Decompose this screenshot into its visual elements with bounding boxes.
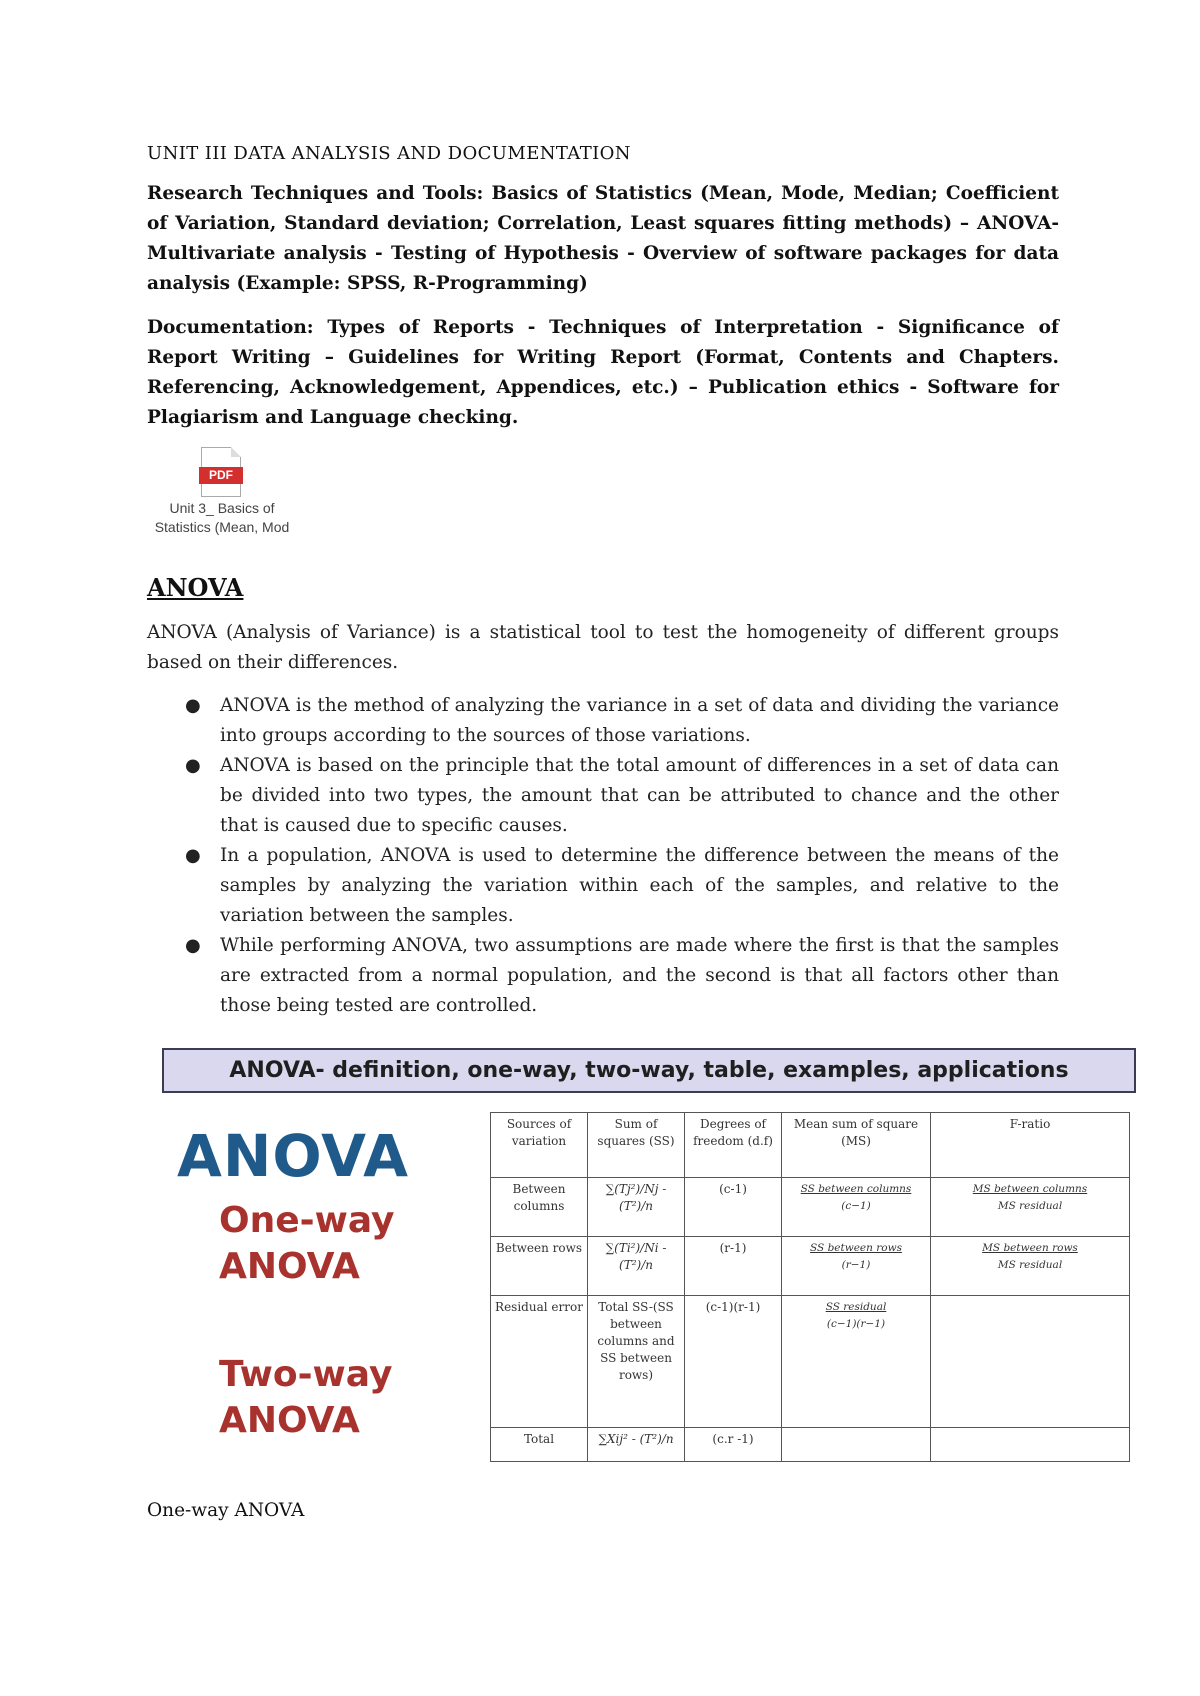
table-cell: SS between columns (c−1) [782, 1178, 931, 1237]
table-cell [782, 1427, 931, 1461]
table-cell: ∑(Ti²)/Ni - (T²)/n [588, 1236, 685, 1295]
pdf-attachment[interactable] [147, 447, 307, 537]
attachment-label [137, 499, 307, 537]
anova-table [490, 1112, 1130, 1462]
bullet-icon: ● [185, 845, 201, 866]
attachment-label-line2: Statistics (Mean, Mod [154, 519, 290, 535]
list-item: ● ANOVA is based on the principle that the total amount of differences in a set of data can be divided into two types, the amount that can be attributed to chance and the other that is caused due to specific causes. [147, 751, 1059, 841]
figure-two-way-label: Two-way ANOVA [219, 1354, 393, 1441]
table-row [491, 1178, 1130, 1237]
table-cell: Between rows [491, 1236, 588, 1295]
table-header: Mean sum of square (MS) [782, 1113, 931, 1178]
pdf-badge: PDF [199, 467, 243, 484]
table-cell [931, 1295, 1130, 1427]
unit-title: UNIT III DATA ANALYSIS AND DOCUMENTATION [147, 143, 631, 164]
one-way-anova-heading: One-way ANOVA [147, 1500, 305, 1521]
table-header: Sum of squares (SS) [588, 1113, 685, 1178]
attachment-label-line1: Unit 3_ Basics of [169, 500, 275, 516]
anova-figure [147, 1040, 1149, 1480]
table-cell: MS between columns MS residual [931, 1178, 1130, 1237]
table-row [491, 1236, 1130, 1295]
table-row [491, 1295, 1130, 1427]
table-cell: Between columns [491, 1178, 588, 1237]
figure-one-way-label: One-way ANOVA [219, 1200, 395, 1287]
list-item: ● ANOVA is the method of analyzing the variance in a set of data and dividing the variance into groups according to the sources of those variations. [147, 691, 1059, 751]
table-cell: SS residual (c−1)(r−1) [782, 1295, 931, 1427]
table-cell: Residual error [491, 1295, 588, 1427]
documentation-paragraph: Documentation: Types of Reports - Techniques of Interpretation - Significance of Report Writing – Guidelines for Writing Report (Format, Contents and Chapters. Referencing, Acknowledgement, Appendices, etc.) – Publication ethics - Software for Plagiarism and Language checking. [147, 317, 1059, 428]
table-header-row [491, 1113, 1130, 1178]
table-cell: Total [491, 1427, 588, 1461]
table-cell: ∑(Tj²)/Nj - (T²)/n [588, 1178, 685, 1237]
bullet-icon: ● [185, 935, 201, 956]
list-item: ● In a population, ANOVA is used to determine the difference between the means of the samples by analyzing the variation within each of the samples, and relative to the variation between the samples. [147, 841, 1059, 931]
anova-heading: ANOVA [147, 573, 244, 602]
table-cell: (c-1) [685, 1178, 782, 1237]
table-cell: (c-1)(r-1) [685, 1295, 782, 1427]
table-header: Sources of variation [491, 1113, 588, 1178]
text-content [147, 143, 1059, 1021]
table-header: F-ratio [931, 1113, 1130, 1178]
table-cell: ∑Xij² - (T²)/n [588, 1427, 685, 1461]
table-cell [931, 1427, 1130, 1461]
bullet-icon: ● [185, 695, 201, 716]
table-cell: SS between rows (r−1) [782, 1236, 931, 1295]
anova-intro: ANOVA (Analysis of Variance) is a statistical tool to test the homogeneity of different groups based on their differences. [147, 622, 1059, 673]
table-cell: MS between rows MS residual [931, 1236, 1130, 1295]
table-cell: (c.r -1) [685, 1427, 782, 1461]
research-techniques-paragraph: Research Techniques and Tools: Basics of Statistics (Mean, Mode, Median; Coefficient of Variation, Standard deviation; Correlation, Least squares fitting methods) – ANOVA-Multivariate analysis - Testing of Hypothesis - Overview of software packages for data analysis (Example: SPSS, R-Programming) [147, 183, 1059, 294]
table-row [491, 1427, 1130, 1461]
figure-anova-title: ANOVA [177, 1122, 410, 1190]
figure-banner: ANOVA- definition, one-way, two-way, table, examples, applications [162, 1048, 1136, 1093]
table-cell: Total SS-(SS between columns and SS between rows) [588, 1295, 685, 1427]
bullet-icon: ● [185, 755, 201, 776]
anova-bullet-list [147, 691, 1059, 1021]
list-item: ● While performing ANOVA, two assumptions are made where the first is that the samples are extracted from a normal population, and the second is that all factors other than those being tested are controlled. [147, 931, 1059, 1021]
pdf-file-icon [199, 447, 243, 497]
table-header: Degrees of freedom (d.f) [685, 1113, 782, 1178]
table-cell: (r-1) [685, 1236, 782, 1295]
